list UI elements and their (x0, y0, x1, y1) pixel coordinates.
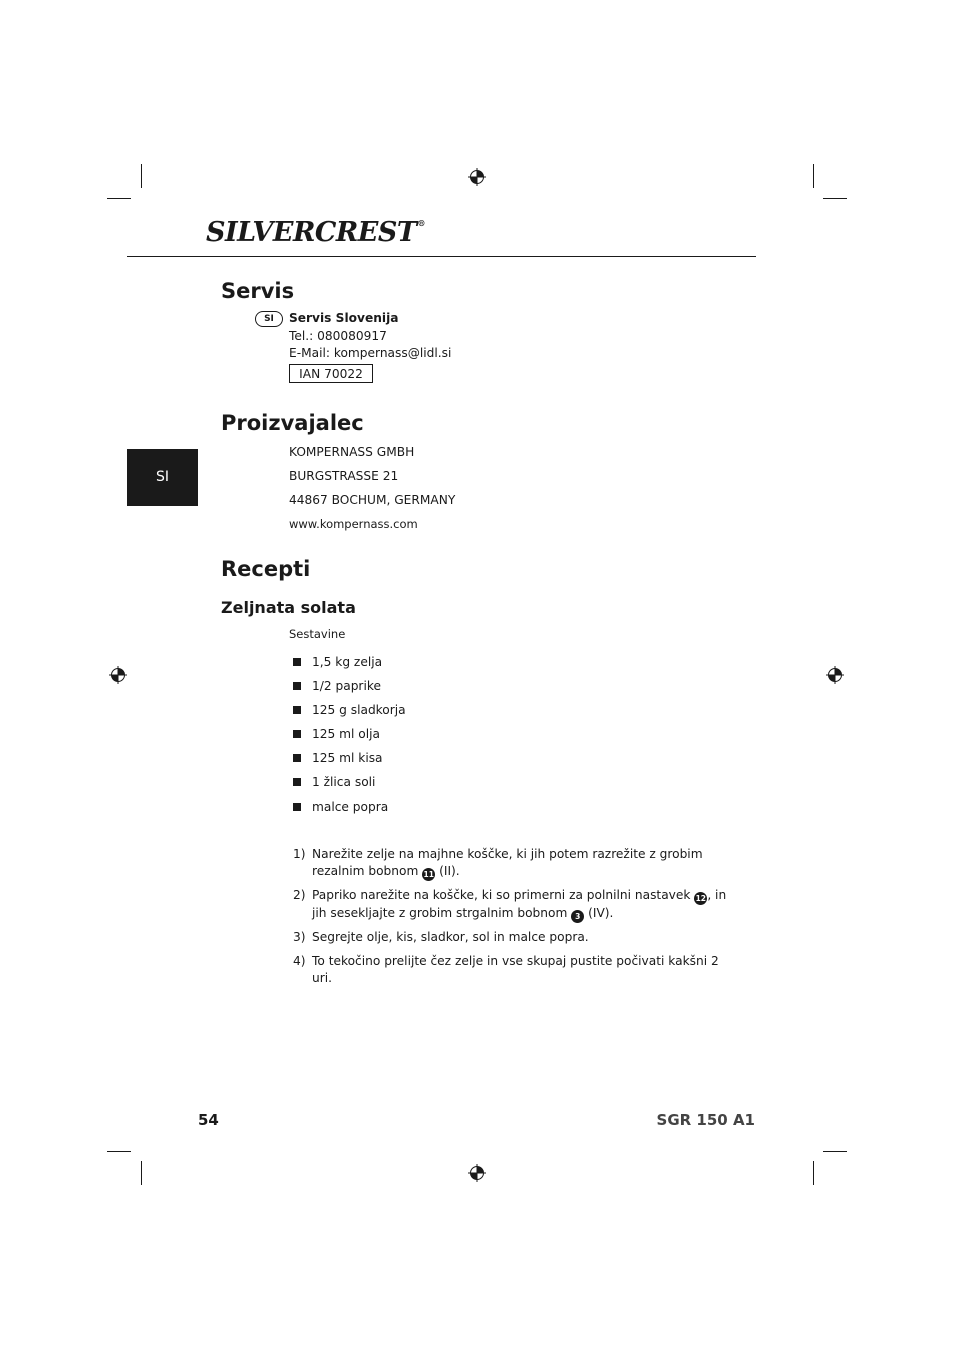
crop-mark (823, 198, 847, 199)
bullet-square-icon (293, 682, 301, 690)
ingredients-label: Sestavine (289, 627, 346, 641)
crop-mark (813, 164, 814, 188)
registration-mark-icon (468, 168, 486, 186)
manufacturer-website: www.kompernass.com (289, 517, 418, 531)
step-number: 1) (293, 847, 306, 861)
part-number-11-icon: 11 (423, 870, 434, 879)
section-heading-servis: Servis (221, 279, 295, 303)
registered-mark: ® (417, 218, 425, 228)
bullet-square-icon (293, 778, 301, 786)
step-number: 4) (293, 954, 306, 968)
bullet-square-icon (293, 754, 301, 762)
service-phone: Tel.: 080080917 (289, 329, 387, 343)
service-email: E-Mail: kompernass@lidl.si (289, 346, 452, 360)
language-tab: SI (127, 449, 198, 506)
crop-mark (107, 198, 131, 199)
recipe-step (293, 846, 733, 881)
registration-mark-icon (109, 666, 127, 684)
recipe-title: Zeljnata solata (221, 598, 356, 617)
registration-mark-icon (468, 1164, 486, 1182)
step-text: Segrejte olje, kis, sladkor, sol in malce popra. (312, 930, 589, 944)
section-heading-proizvajalec: Proizvajalec (221, 411, 364, 435)
service-name: Servis Slovenija (289, 311, 399, 325)
part-number-12-icon: 12 (695, 894, 707, 903)
country-code-badge: SI (255, 311, 283, 327)
section-heading-recepti: Recepti (221, 557, 311, 581)
registration-mark-icon (826, 666, 844, 684)
crop-mark (141, 164, 142, 188)
recipe-step (293, 953, 733, 987)
brand-logo (206, 219, 425, 246)
bullet-square-icon (293, 730, 301, 738)
crop-mark (823, 1151, 847, 1152)
page-number: 54 (198, 1111, 219, 1129)
bullet-square-icon (293, 658, 301, 666)
bullet-square-icon (293, 803, 301, 811)
ian-number-box: IAN 70022 (289, 364, 373, 383)
manufacturer-line: BURGSTRASSE 21 (289, 469, 399, 483)
crop-mark (107, 1151, 131, 1152)
recipe-step (293, 929, 733, 946)
recipe-step (293, 887, 733, 923)
manufacturer-line: 44867 BOCHUM, GERMANY (289, 493, 456, 507)
crop-mark (141, 1161, 142, 1185)
step-text: Narežite zelje na majhne koščke, ki jih potem razrežite z grobim rezalnim bobnom 11 (II). (312, 847, 703, 879)
crop-mark (813, 1161, 814, 1185)
step-number: 3) (293, 930, 306, 944)
step-text: Papriko narežite na koščke, ki so primerni za polnilni nastavek 12, in jih sesekljajte z grobim strgalnim bobnom 3 (IV). (312, 888, 727, 921)
header-divider (127, 256, 756, 257)
part-number-3-icon: 3 (571, 910, 584, 923)
model-number: SGR 150 A1 (656, 1111, 755, 1129)
logo-text: SILVERCREST (206, 217, 417, 248)
step-text: To tekočino prelijte čez zelje in vse skupaj pustite počivati kakšni 2 uri. (312, 954, 719, 985)
manufacturer-line: KOMPERNASS GMBH (289, 445, 415, 459)
step-number: 2) (293, 888, 306, 902)
bullet-square-icon (293, 706, 301, 714)
